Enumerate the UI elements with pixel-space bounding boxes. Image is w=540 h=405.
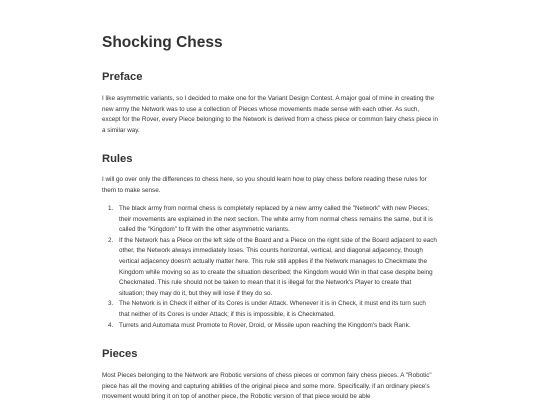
rules-list-item: [108, 204, 438, 236]
list-number: 4.: [108, 321, 114, 329]
rules-list-item: [108, 236, 438, 300]
list-number: 2.: [108, 236, 114, 244]
rules-heading: Rules: [102, 153, 133, 165]
rule-text: The black army from normal chess is completely replaced by a new army called the "Network" with new Pieces; their movements are explained in the next section. The white army from normal chess remains the same, but it is called the "Kingdom" to fit with the other asymmetric variants.: [119, 205, 433, 234]
rules-list-item: [108, 321, 438, 332]
pieces-paragraph: Most Pieces belonging to the Network are Robotic versions of chess pieces or common fairy chess pieces. A "Robotic" piece has all the moving and capturing abilities of the original piece and some more. Specifically, if an ordinary piece's movement would bring it on top of another piece, the Robotic version of that piece would be able: [102, 372, 432, 401]
preface-paragraph: I like asymmetric variants, so I decided to make one for the Variant Design Contest. A major goal of mine in creating the new army the Network was to use a collection of Pieces whose movements made sense with each other. As such, except for the Rover, every Piece belonging to the Network is derived from a chess piece or common fairy chess piece in a similar way.: [102, 95, 438, 134]
page-title: Shocking Chess: [102, 34, 223, 51]
rule-text: Turrets and Automata must Promote to Rover, Droid, or Missile upon reaching the Kingdom's back Rank.: [119, 321, 411, 329]
list-number: 3.: [108, 300, 114, 308]
rules-intro: I will go over only the differences to chess here, so you should learn how to play chess before reading these rules for them to make sense.: [102, 176, 427, 194]
list-number: 1.: [108, 205, 114, 212]
rule-text: The Network is in Check if either of its Cores is under Attack. Whenever it is in Check, it must end its turn such that neither of its Cores is under Attack; if this is impossible, it is Checkmated.: [119, 300, 426, 318]
preface-heading: Preface: [102, 71, 143, 83]
rules-list: [108, 204, 438, 331]
rules-list-item: [108, 299, 438, 320]
rule-text: If the Network has a Piece on the left side of the Board and a Piece on the right side of the Board adjacent to each other, the Network always immediately loses. This counts horizontal, vertical, and diagonal adjacency, though vertical adjacency doesn't actually matter here. This rule still applies if the Network manages to Checkmate the Kingdom while moving so as to create the situation described; the Kingdom would Win in that case despite being Checkmated. This rule should not be taken to mean that it is illegal for the Network's Player to create that situation; they may do it, but they will lose if they do so.: [119, 236, 437, 297]
pieces-heading: Pieces: [102, 348, 138, 360]
